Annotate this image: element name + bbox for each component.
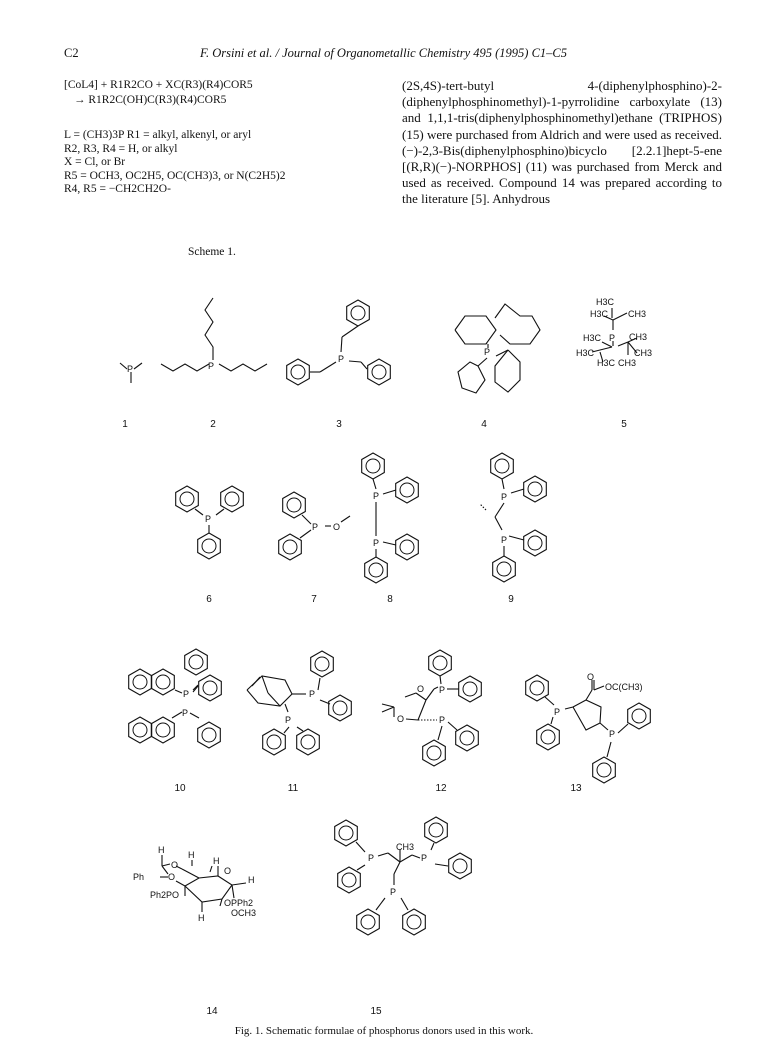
compound-13-o-atom: O xyxy=(587,672,595,682)
compound-number-7: 7 xyxy=(311,594,317,605)
compound-number-12: 12 xyxy=(435,783,447,794)
compound-15-p-atom: P xyxy=(390,887,397,897)
compound-12-structure xyxy=(382,650,481,766)
compound-14-h-atom: H xyxy=(198,913,205,923)
body-paragraph: (2S,4S)-tert-butyl 4-(diphenylphosphino)-2-(diphenylphosphinomethyl)-1-pyrrolidine carboxylate (13) and 1,1,1-tris(diphenylphosphinomethyl)ethane (TRIPHOS) (15) were purchased from Aldrich and were used as received. (−)-2,3-Bis(diphenylphosphino)bicyclo [2.2.1]hept-5-ene [(R,R)(−)-NORPHOS] (11) was purchased from Merck and used as received. Compound 14 was prepared according to the literature [5]. Anhydrous xyxy=(402,78,722,207)
compound-6-p-atom: P xyxy=(205,514,212,524)
compound-number-13: 13 xyxy=(570,783,582,794)
compound-13-ester-label: OC(CH3) xyxy=(605,682,643,692)
compound-8-structure xyxy=(362,453,419,583)
compound-7-p-atom: P xyxy=(312,522,319,532)
compound-9-p-atom: P xyxy=(501,492,508,502)
compound-3-structure xyxy=(287,300,391,385)
compound-14-ph-label: Ph xyxy=(133,872,145,882)
definition-line: R2, R3, R4 = H, or alkyl xyxy=(64,142,178,155)
compound-5-p-atom: P xyxy=(609,333,616,343)
compound-15-ch3-label: CH3 xyxy=(396,842,415,852)
compound-7-o-atom: O xyxy=(333,522,341,532)
compound-4-p-atom: P xyxy=(484,347,491,357)
compound-2-p-atom: P xyxy=(208,361,215,371)
compound-14-h-atom: H xyxy=(188,850,195,860)
compound-1-p-atom: P xyxy=(127,364,134,374)
compound-15-p-atom: P xyxy=(421,853,428,863)
compound-13-p-atom: P xyxy=(554,707,561,717)
compound-number-3: 3 xyxy=(336,419,342,430)
compound-14-o-atom: O xyxy=(168,872,176,882)
compound-10-p-atom: P xyxy=(183,689,190,699)
compound-5-ch3-label: CH3 xyxy=(634,348,653,358)
compound-5-ch3-label: CH3 xyxy=(628,309,647,319)
compound-14-o-atom: O xyxy=(171,860,179,870)
compound-number-5: 5 xyxy=(621,419,627,430)
running-head: F. Orsini et al. / Journal of Organometallic Chemistry 495 (1995) C1–C5 xyxy=(200,46,568,60)
compound-8-p-atom: P xyxy=(373,538,380,548)
compound-3-p-atom: P xyxy=(338,354,345,364)
definition-line: L = (CH3)3P R1 = alkyl, alkenyl, or aryl xyxy=(64,129,252,141)
compound-5-h3c-label: H3C xyxy=(597,358,616,368)
compound-14-h-atom: H xyxy=(158,845,165,855)
compound-14-o-atom: O xyxy=(224,866,232,876)
compound-4-structure xyxy=(455,304,540,393)
compound-14-h-atom: H xyxy=(248,875,255,885)
compound-11-p-atom: P xyxy=(309,689,316,699)
compound-5-ch3-label: CH3 xyxy=(618,358,637,368)
compound-number-4: 4 xyxy=(481,419,487,430)
compound-10-structure xyxy=(129,649,222,748)
compound-12-p-atom: P xyxy=(439,715,446,725)
compound-number-9: 9 xyxy=(508,594,514,605)
page-number: C2 xyxy=(64,46,79,60)
compound-number-14: 14 xyxy=(206,1006,218,1017)
compound-number-1: 1 xyxy=(122,419,128,430)
definition-line: R4, R5 = −CH2CH2O- xyxy=(64,183,171,196)
compound-14-och3-label: OCH3 xyxy=(231,908,257,918)
compound-5-ch3-label: CH3 xyxy=(629,332,648,342)
compound-number-15: 15 xyxy=(370,1006,382,1017)
compound-number-2: 2 xyxy=(210,419,216,430)
compound-5-h3c-label: H3C xyxy=(590,309,609,319)
compound-number-11: 11 xyxy=(287,783,299,794)
compound-5-h3c-label: H3C xyxy=(596,297,615,307)
equation-line-1: [CoL4] + R1R2CO + XC(R3)(R4)COR5 xyxy=(64,79,253,91)
compound-number-6: 6 xyxy=(206,594,212,605)
compound-12-o-atom: O xyxy=(397,714,405,724)
compound-12-o-atom: O xyxy=(417,684,425,694)
compound-15-p-atom: P xyxy=(368,853,375,863)
compound-13-p-atom: P xyxy=(609,729,616,739)
definition-line: R5 = OCH3, OC2H5, OC(CH3)3, or N(C2H5)2 xyxy=(64,169,286,182)
compound-14-ph2po-label: Ph2PO xyxy=(150,890,180,900)
compound-5-h3c-label: H3C xyxy=(583,333,602,343)
compound-5-h3c-label: H3C xyxy=(576,348,595,358)
equation-line-2: → R1R2C(OH)C(R3)(R4)COR5 xyxy=(74,93,227,106)
compound-10-p-atom: P xyxy=(182,708,189,718)
compound-11-structure xyxy=(247,651,351,755)
compound-9-p-atom: P xyxy=(501,535,508,545)
compound-8-p-atom: P xyxy=(373,491,380,501)
compound-12-p-atom: P xyxy=(439,685,446,695)
compound-number-10: 10 xyxy=(174,783,186,794)
compound-15-structure xyxy=(335,817,472,935)
definition-line: X = Cl, or Br xyxy=(64,156,126,169)
compound-14-h-atom: H xyxy=(213,856,220,866)
compound-number-8: 8 xyxy=(387,594,393,605)
compound-11-p-atom: P xyxy=(285,715,292,725)
scheme-caption: Scheme 1. xyxy=(188,246,236,258)
compound-9-structure xyxy=(480,453,546,582)
compound-14-opph2-label: OPPh2 xyxy=(224,898,254,908)
figure-caption: Fig. 1. Schematic formulae of phosphorus donors used in this work. xyxy=(234,1025,534,1037)
